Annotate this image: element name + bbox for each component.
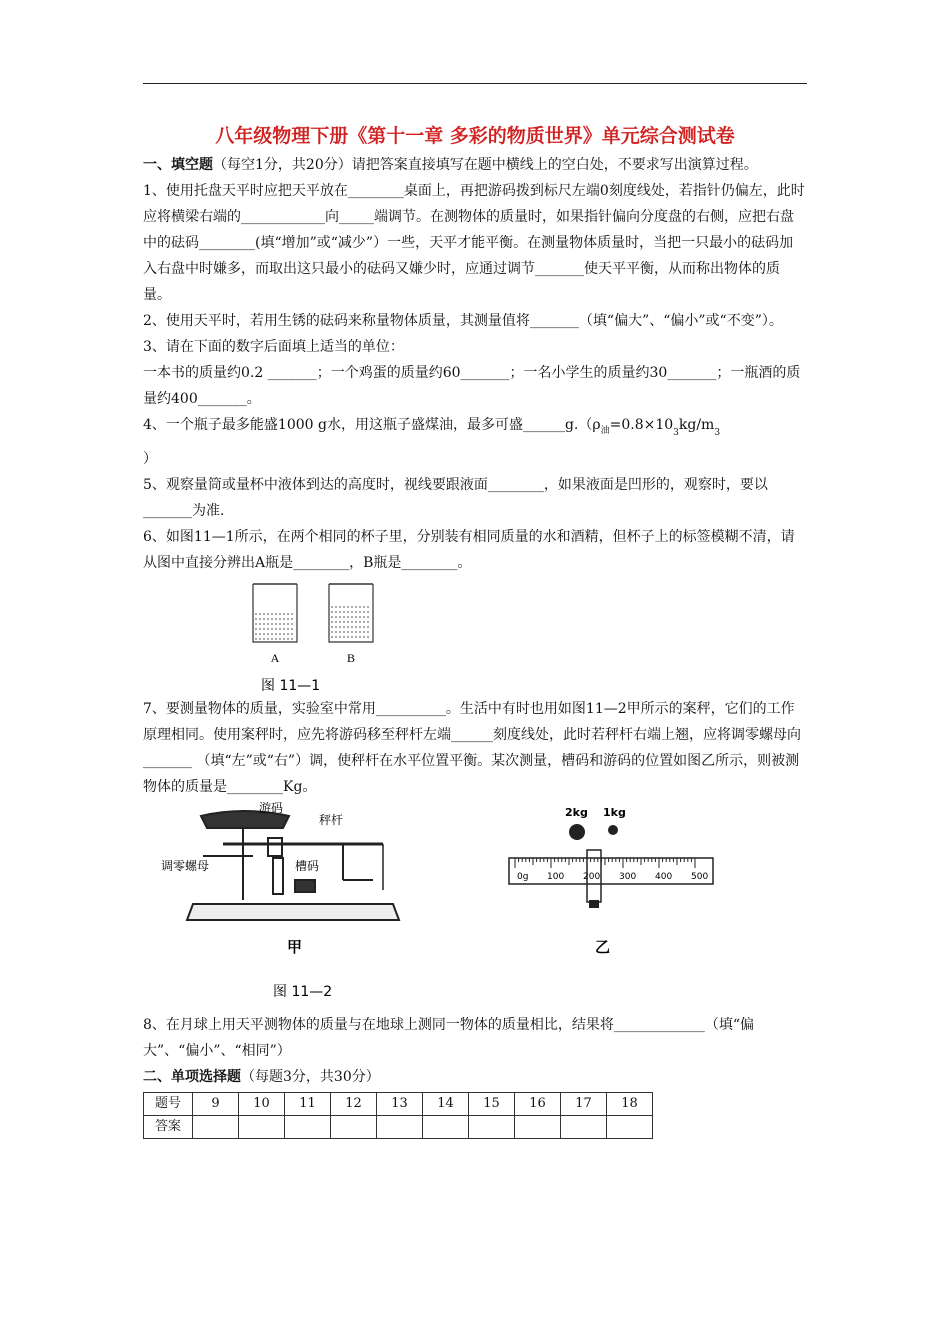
label-2kg: 2kg bbox=[565, 806, 588, 819]
weight-1kg-icon bbox=[608, 825, 618, 835]
answer-cell[interactable] bbox=[423, 1116, 469, 1139]
label-chenggan: 秤杆 bbox=[319, 813, 344, 827]
question-2: 2、使用天平时，若用生锈的砝码来称量物体质量，其测量值将_______（填“偏大”、“偏小”或“不变”）。 bbox=[143, 313, 783, 329]
page-title: 八年级物理下册《第十一章 多彩的物质世界》单元综合测试卷 bbox=[215, 125, 735, 147]
question-1: 1、使用托盘天平时应把天平放在________桌面上，再把游码拨到标尺左端0刻度线处，若指针仍偏左，此时应将横梁右端的____________向_____端调节。在测物体的质量时，如果指针偏向分度盘的右侧，应把右盘中的砝码________(填“增加”或“减少”）一些，天平才能平衡。在测量物体质量时，当把一只最小的砝码加入右盘中时嫌多，而取出这只最小的砝码又嫌少时，应通过调节_______使天平平衡，从而称出物体的质量。 bbox=[143, 183, 805, 303]
q4-unit: kg/m bbox=[678, 417, 715, 433]
label-tiaoling: 调零螺母 bbox=[161, 859, 210, 873]
answer-cell[interactable] bbox=[285, 1116, 331, 1139]
answer-cell[interactable] bbox=[515, 1116, 561, 1139]
label-youma: 游码 bbox=[259, 801, 284, 815]
exam-content bbox=[143, 152, 807, 1139]
answer-cell[interactable] bbox=[561, 1116, 607, 1139]
scale-figure bbox=[143, 800, 807, 1012]
number-cell: 9 bbox=[193, 1093, 239, 1116]
label-a: A bbox=[270, 651, 280, 665]
q4-unit-exp: 3 bbox=[714, 428, 721, 438]
answer-cell[interactable] bbox=[607, 1116, 653, 1139]
number-cell: 16 bbox=[515, 1093, 561, 1116]
header-rule bbox=[143, 83, 807, 84]
scale-0: 0g bbox=[517, 872, 529, 882]
number-cell: 15 bbox=[469, 1093, 515, 1116]
table-row bbox=[144, 1116, 653, 1139]
cup-a bbox=[253, 584, 297, 642]
label-jia: 甲 bbox=[287, 938, 303, 956]
header-cell: 题号 bbox=[144, 1093, 193, 1116]
question-3-body: 一本书的质量约0.2 _______；一个鸡蛋的质量约60_______；一名小学生的质量约30_______；一瓶酒的质量约400_______。 bbox=[143, 365, 801, 407]
question-4 bbox=[143, 412, 807, 472]
answer-cell[interactable] bbox=[239, 1116, 285, 1139]
answer-cell[interactable] bbox=[377, 1116, 423, 1139]
q4-close: ） bbox=[143, 451, 157, 467]
section1-note: （每空1分，共20分）请把答案直接填写在题中横线上的空白处，不要求写出演算过程。 bbox=[213, 157, 758, 173]
number-cell: 18 bbox=[607, 1093, 653, 1116]
answer-cell[interactable] bbox=[331, 1116, 377, 1139]
section2-heading: 二、单项选择题 bbox=[143, 1069, 241, 1085]
beam-ruler bbox=[509, 858, 713, 884]
number-cell: 11 bbox=[285, 1093, 331, 1116]
question-3-intro: 3、请在下面的数字后面填上适当的单位： bbox=[143, 339, 404, 355]
cups-figure bbox=[143, 576, 807, 696]
q4-exp: 3 bbox=[673, 428, 679, 438]
answer-cell[interactable] bbox=[469, 1116, 515, 1139]
cup-a-liquid bbox=[255, 614, 295, 639]
weight-2kg-icon bbox=[569, 824, 585, 840]
label-1kg: 1kg bbox=[603, 806, 626, 819]
q4-main: 4、一个瓶子最多能盛1000 g水，用这瓶子盛煤油，最多可盛______g.（ρ bbox=[143, 417, 601, 433]
section1-header bbox=[143, 152, 807, 178]
header-cell: 答案 bbox=[144, 1116, 193, 1139]
fig2-caption: 图 11—2 bbox=[273, 984, 333, 1000]
number-cell: 13 bbox=[377, 1093, 423, 1116]
label-b: B bbox=[346, 651, 356, 665]
section1-heading: 一、填空题 bbox=[143, 157, 213, 173]
scale-300: 300 bbox=[619, 872, 637, 882]
answer-table bbox=[143, 1092, 653, 1139]
question-6: 6、如图11—1所示，在两个相同的杯子里，分别装有相同质量的水和酒精，但杯子上的标签模糊不清，请从图中直接分辨出A瓶是________，B瓶是________。 bbox=[143, 529, 795, 571]
cup-b-liquid bbox=[331, 607, 371, 637]
scale-500: 500 bbox=[691, 872, 709, 882]
scale-400: 400 bbox=[655, 872, 673, 882]
q4-value: =0.8×10 bbox=[609, 417, 674, 433]
cup-b bbox=[329, 584, 373, 642]
question-8: 8、在月球上用天平测物体的质量与在地球上测同一物体的质量相比，结果将_____________（填“偏大”、“偏小”、“相同”） bbox=[143, 1017, 755, 1059]
figure-11-1 bbox=[143, 576, 807, 696]
number-cell: 17 bbox=[561, 1093, 607, 1116]
question-7: 7、要测量物体的质量，实验室中常用__________。生活中有时也用如图11—2甲所示的案秤，它们的工作原理相同。使用案秤时，应先将游码移至秤杆左端______刻度线处，此时若秤杆右端上翘，应将调零螺母向_______ （填“左”或“右”）调，使秤杆在水平位置平衡。某次测量，槽码和游码的位置如图乙所示，则被测物体的质量是________Kg。 bbox=[143, 701, 801, 795]
q4-sub: 油 bbox=[600, 426, 610, 436]
label-yi: 乙 bbox=[595, 938, 611, 956]
table-row bbox=[144, 1093, 653, 1116]
scale-200: 200 bbox=[583, 872, 601, 882]
number-cell: 14 bbox=[423, 1093, 469, 1116]
platform-scale-drawing bbox=[187, 811, 399, 920]
section2-header bbox=[143, 1064, 807, 1090]
fig1-caption: 图 11—1 bbox=[261, 678, 321, 694]
question-5: 5、观察量筒或量杯中液体到达的高度时，视线要跟液面________，如果液面是凹形的，观察时，要以_______为准. bbox=[143, 477, 768, 519]
figure-11-2 bbox=[143, 800, 807, 1012]
label-caoma: 槽码 bbox=[295, 859, 320, 873]
section2-note: （每题3分，共30分） bbox=[241, 1069, 380, 1085]
scale-100: 100 bbox=[547, 872, 565, 882]
number-cell: 12 bbox=[331, 1093, 377, 1116]
answer-cell[interactable] bbox=[193, 1116, 239, 1139]
number-cell: 10 bbox=[239, 1093, 285, 1116]
